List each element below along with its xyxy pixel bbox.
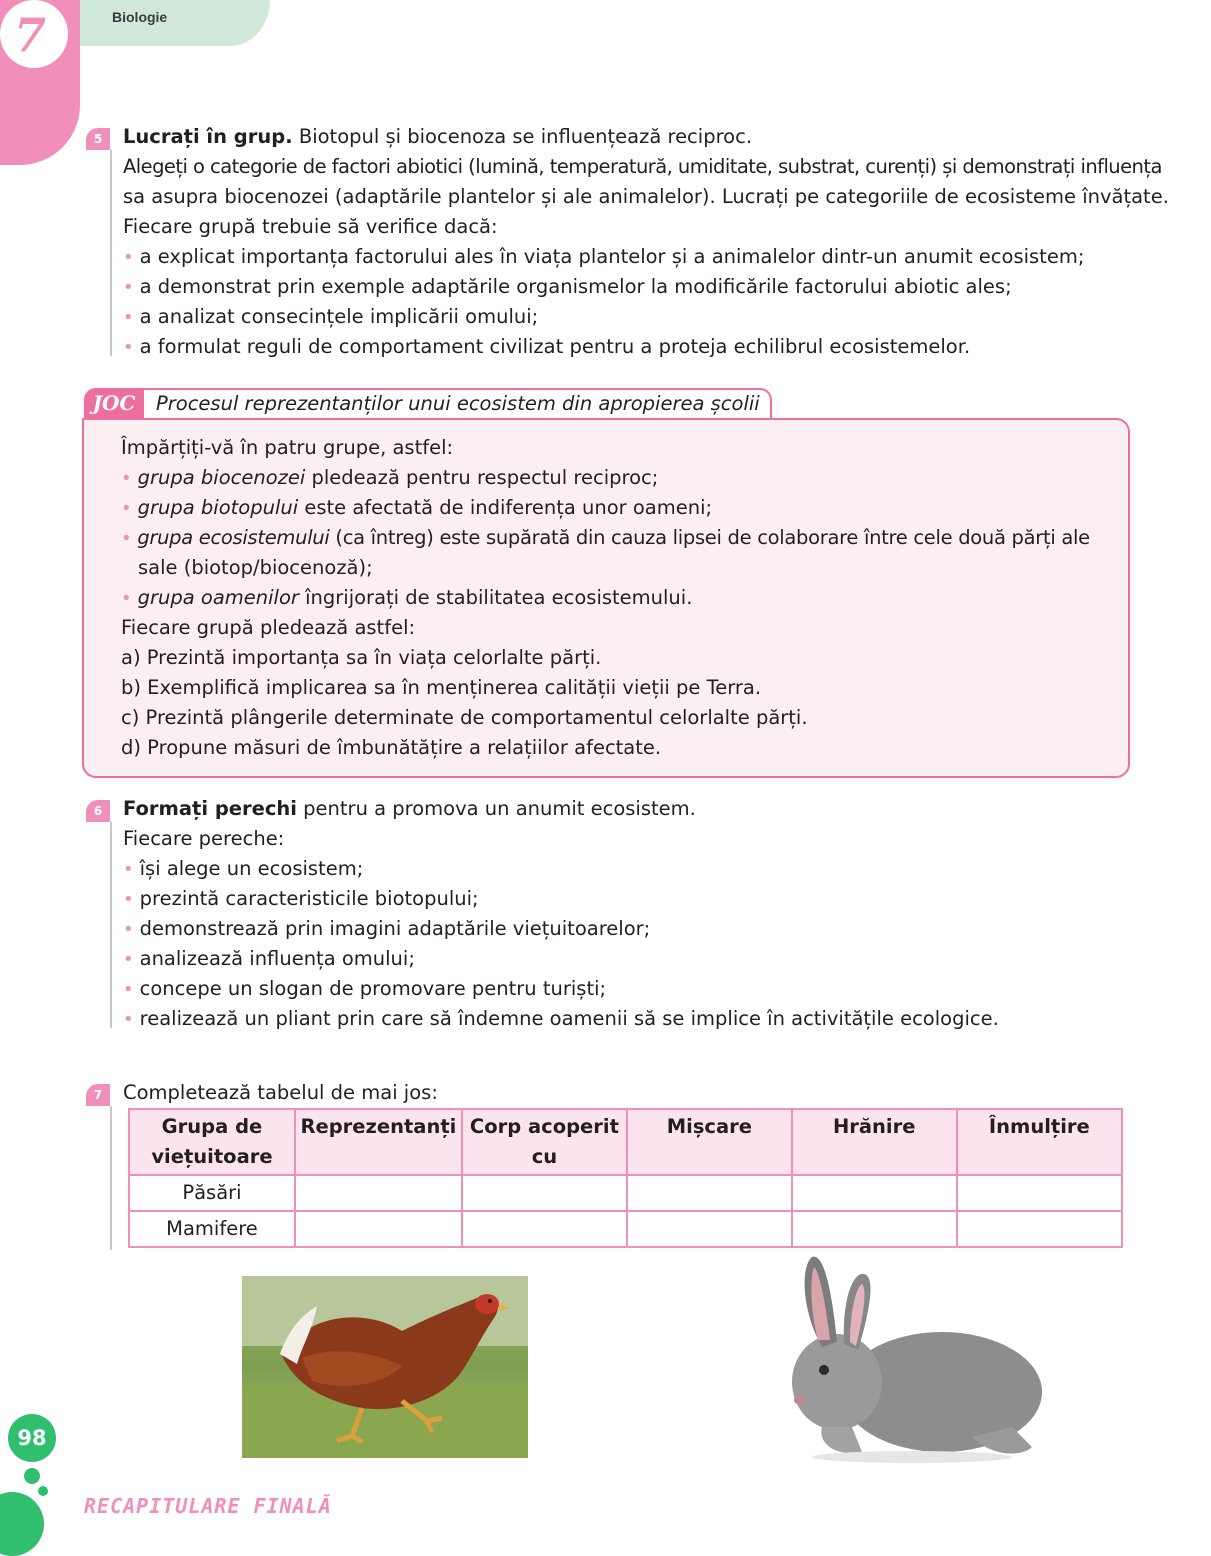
task-6-bullet bbox=[123, 1004, 999, 1035]
task-6-lead bbox=[123, 794, 696, 824]
joc-group bbox=[121, 583, 692, 614]
bullet-text: a formulat reguli de comportament civilizat pentru a proteja echilibrul ecosistemelor. bbox=[139, 335, 971, 358]
hen-photo bbox=[242, 1276, 528, 1458]
bullet-dot: • bbox=[123, 337, 134, 358]
bullet-text: analizează influența omului; bbox=[139, 947, 415, 970]
completion-table bbox=[128, 1108, 1123, 1248]
table-cell-empty[interactable] bbox=[957, 1175, 1122, 1211]
task-5-bullet bbox=[123, 272, 1012, 303]
task-5-bullet bbox=[123, 332, 970, 363]
column-header: Înmulțire bbox=[957, 1109, 1122, 1175]
joc-plead-intro: Fiecare grupă pledează astfel: bbox=[121, 616, 416, 639]
decor-blob bbox=[0, 1492, 44, 1556]
bullet-dot: • bbox=[121, 468, 132, 489]
task-5-line-3: sa asupra biocenozei (adaptările plantelor și ale animalelor). Lucrați pe categoriile de ecosisteme învățate. bbox=[123, 185, 1169, 208]
joc-point: d) Propune măsuri de îmbunătățire a relațiilor afectate. bbox=[121, 736, 662, 759]
task-6-line-2: Fiecare pereche: bbox=[123, 827, 285, 850]
bullet-dot: • bbox=[123, 919, 134, 940]
bullet-dot: • bbox=[123, 1009, 134, 1030]
task-6-rule bbox=[110, 822, 112, 1028]
bullet-text: prezintă caracteristicile biotopului; bbox=[139, 887, 479, 910]
table-cell-empty[interactable] bbox=[627, 1211, 792, 1247]
task-6-bullet bbox=[123, 944, 415, 975]
bullet-text: demonstrează prin imagini adaptările viețuitoarelor; bbox=[139, 917, 651, 940]
task-7-rule bbox=[110, 1106, 112, 1250]
bullet-dot: • bbox=[121, 498, 132, 519]
table-cell-empty[interactable] bbox=[792, 1211, 957, 1247]
joc-group bbox=[121, 493, 712, 524]
joc-group bbox=[121, 463, 658, 494]
task-5-rule bbox=[110, 150, 112, 356]
group-name: grupa biotopului bbox=[137, 496, 299, 519]
task-6-bullet bbox=[123, 974, 606, 1005]
bullet-dot: • bbox=[123, 979, 134, 1000]
task-5-lead bbox=[123, 122, 752, 152]
task-6-bullet bbox=[123, 854, 363, 885]
task-6-lead-bold: Formați perechi bbox=[123, 797, 297, 820]
column-header: Corp acoperit cu bbox=[462, 1109, 627, 1175]
rabbit-photo bbox=[782, 1252, 1044, 1468]
table-cell-empty[interactable] bbox=[462, 1211, 627, 1247]
table-cell-empty[interactable] bbox=[627, 1175, 792, 1211]
table-cell-empty[interactable] bbox=[462, 1175, 627, 1211]
bullet-text: realizează un pliant prin care să îndemne oamenii să se implice în activitățile ecologice. bbox=[139, 1007, 999, 1030]
task-number-7: 7 bbox=[86, 1084, 110, 1106]
rabbit-illustration bbox=[782, 1252, 1044, 1468]
task-5-bullet bbox=[123, 242, 1084, 273]
bullet-text: a analizat consecințele implicării omului; bbox=[139, 305, 539, 328]
joc-group-continuation: sale (biotop/biocenoză); bbox=[138, 556, 373, 579]
bullet-dot: • bbox=[121, 528, 132, 549]
section-footer: RECAPITULARE FINALĂ bbox=[84, 1494, 332, 1518]
task-5-line-2: Alegeți o categorie de factori abiotici (lumină, temperatură, umiditate, substrat, curenți) și demonstrați influența bbox=[123, 155, 1162, 178]
group-text: (ca întreg) este supărată din cauza lipsei de colaborare între cele două părți ale bbox=[329, 526, 1090, 549]
task-number-6: 6 bbox=[86, 800, 110, 822]
hen-illustration bbox=[242, 1276, 528, 1458]
bullet-dot: • bbox=[123, 889, 134, 910]
joc-title: Procesul reprezentanților unui ecosistem din apropierea școlii bbox=[156, 392, 760, 415]
joc-point: a) Prezintă importanța sa în viața celorlalte părți. bbox=[121, 646, 602, 669]
bullet-text: a demonstrat prin exemple adaptările organismelor la modificările factorului abiotic ales; bbox=[139, 275, 1012, 298]
bullet-text: a explicat importanța factorului ales în viața plantelor și a animalelor dintr-un anumit ecosistem; bbox=[139, 245, 1085, 268]
decor-dot bbox=[38, 1486, 48, 1496]
bullet-dot: • bbox=[123, 307, 134, 328]
task-5-lead-rest: Biotopul și biocenoza se influențează reciproc. bbox=[292, 125, 753, 148]
group-text: îngrijorați de stabilitatea ecosistemului. bbox=[298, 586, 693, 609]
group-name: grupa biocenozei bbox=[137, 466, 306, 489]
decor-dot bbox=[24, 1468, 40, 1484]
group-text: este afectată de indiferența unor oameni; bbox=[298, 496, 713, 519]
task-6-bullet bbox=[123, 914, 650, 945]
grade-number: 7 bbox=[14, 8, 47, 62]
table-cell-empty[interactable] bbox=[957, 1211, 1122, 1247]
joc-group bbox=[121, 523, 1090, 554]
task-6-bullet bbox=[123, 884, 479, 915]
joc-intro: Împărțiți-vă în patru grupe, astfel: bbox=[121, 436, 454, 459]
column-header: Grupa de viețuitoare bbox=[129, 1109, 295, 1175]
bullet-dot: • bbox=[123, 859, 134, 880]
task-5-bullet bbox=[123, 302, 538, 333]
page-number: 98 bbox=[8, 1414, 56, 1462]
bullet-text: concepe un slogan de promovare pentru turiști; bbox=[139, 977, 607, 1000]
group-name: grupa ecosistemului bbox=[137, 526, 330, 549]
joc-label: JOC bbox=[84, 388, 144, 418]
table-cell-empty[interactable] bbox=[792, 1175, 957, 1211]
table-cell-empty[interactable] bbox=[295, 1211, 462, 1247]
joc-point: c) Prezintă plângerile determinate de comportamentul celorlalte părți. bbox=[121, 706, 808, 729]
group-name: grupa oamenilor bbox=[137, 586, 299, 609]
column-header: Mișcare bbox=[627, 1109, 792, 1175]
bullet-dot: • bbox=[123, 277, 134, 298]
table-cell: Păsări bbox=[129, 1175, 295, 1211]
table-cell-empty[interactable] bbox=[295, 1175, 462, 1211]
task-7-instruction: Completează tabelul de mai jos: bbox=[123, 1081, 438, 1104]
task-5-line-4: Fiecare grupă trebuie să verifice dacă: bbox=[123, 215, 498, 238]
table-header-row bbox=[129, 1109, 1122, 1175]
bullet-dot: • bbox=[123, 247, 134, 268]
task-5-lead-bold: Lucrați în grup. bbox=[123, 125, 293, 148]
joc-point: b) Exemplifică implicarea sa în menținerea calității vieții pe Terra. bbox=[121, 676, 762, 699]
task-6-lead-rest: pentru a promova un anumit ecosistem. bbox=[296, 797, 696, 820]
table-row bbox=[129, 1211, 1122, 1247]
bullet-text: își alege un ecosistem; bbox=[139, 857, 364, 880]
table-row bbox=[129, 1175, 1122, 1211]
column-header: Hrănire bbox=[792, 1109, 957, 1175]
subject-title: Biologie bbox=[112, 9, 168, 25]
table-cell: Mamifere bbox=[129, 1211, 295, 1247]
group-text: pledează pentru respectul reciproc; bbox=[305, 466, 659, 489]
bullet-dot: • bbox=[123, 949, 134, 970]
task-number-5: 5 bbox=[86, 128, 110, 150]
bullet-dot: • bbox=[121, 588, 132, 609]
column-header: Reprezentanți bbox=[295, 1109, 462, 1175]
